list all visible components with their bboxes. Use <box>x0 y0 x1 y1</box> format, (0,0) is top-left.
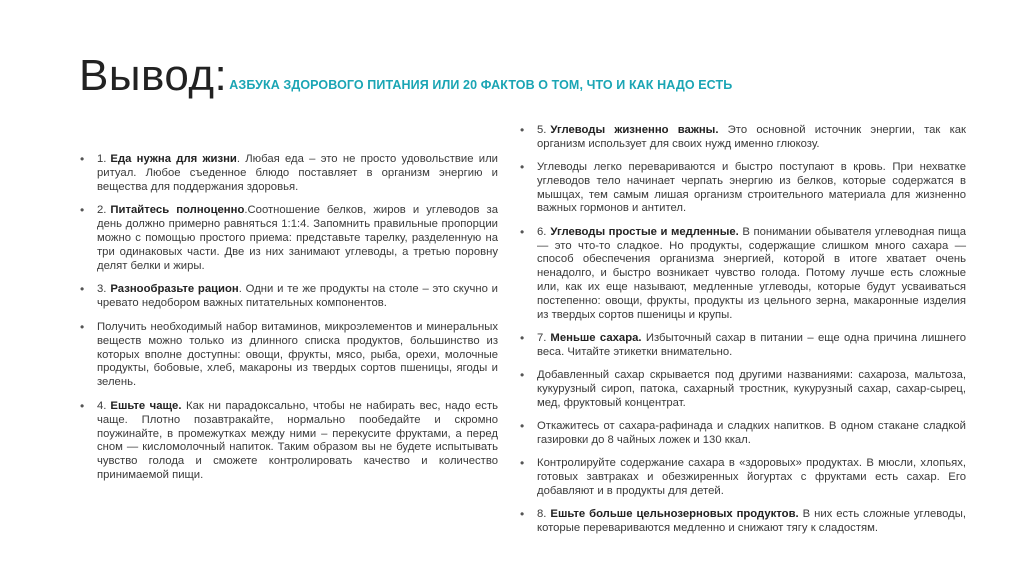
list-item <box>520 420 966 448</box>
item-heading: Углеводы жизненно важны. <box>550 124 719 136</box>
list-item <box>80 283 498 311</box>
item-text: Это основной источник энергии, так как организм использует для своих нужд именно глюкозу. <box>537 124 966 150</box>
item-text: Получить необходимый набор витаминов, микроэлементов и минеральных веществ можно только из длинного списка продуктов, большинство из которых вполне доступны: овощи, фрукты, мясо, рыба, орехи, молочные продукты, бобовые, хлеб, макароны из твердых сортов пшеницы, ягоды и зелень. <box>97 320 498 389</box>
item-number: 1. <box>97 153 107 165</box>
item-text: Избыточный сахар в питании – еще одна причина лишнего веса. Читайте этикетки внимательно. <box>537 331 966 358</box>
list-item <box>520 124 966 152</box>
bullet-icon: • <box>520 455 525 470</box>
list-item <box>520 161 966 216</box>
bullet-icon: • <box>80 319 85 334</box>
list-item <box>520 332 966 360</box>
bullet-icon: • <box>80 282 85 297</box>
bullet-icon: • <box>520 506 525 521</box>
slide-title <box>79 51 733 100</box>
item-number: 3. <box>97 283 107 296</box>
item-number: 5. <box>537 124 547 136</box>
item-heading: Еда нужна для жизни <box>110 153 237 165</box>
item-text: Добавленный сахар скрывается под другими названиями: сахароза, мальтоза, кукурузный сироп, патока, сахарный тростник, кукурузный сахар, сахар-сырец, мед, фруктовый концентрат. <box>537 368 966 409</box>
item-text: . Любая еда – это не просто удовольствие или ритуал. Любое съеденное блюдо поставляет в организм энергию и вещества для поддержания здоровья. <box>97 153 498 193</box>
bullet-icon: • <box>520 330 525 345</box>
bullet-icon: • <box>520 418 525 433</box>
list-item <box>80 204 498 273</box>
item-text: Углеводы легко перевариваются и быстро поступают в кровь. При нехватке углеводов тело начинает черпать энергию из белков, которые содержатся в мышцах, тем самым лишая организм строительного материала для жизненно важных гормонов и антител. <box>537 161 966 215</box>
right-column <box>520 124 966 545</box>
item-text: Откажитесь от сахара-рафинада и сладких напитков. В одном стакане сладкой газировки до 8 чайных ложек и 130 ккал. <box>537 419 966 446</box>
list-item <box>520 369 966 410</box>
item-text: . Одни и те же продукты на столе – это скучно и чревато недобором важных питательных компонентов. <box>97 283 498 310</box>
list-item <box>520 508 966 536</box>
item-heading: Меньше сахара. <box>550 331 642 344</box>
bullet-icon: • <box>520 160 525 175</box>
list-item <box>80 153 498 194</box>
bullet-icon: • <box>80 203 85 218</box>
item-text: В них есть сложные углеводы, которые перевариваются медленно и снижают тягу к сладостям. <box>537 507 967 534</box>
bullet-icon: • <box>520 224 525 239</box>
item-number: 8. <box>537 507 547 520</box>
item-heading: Ешьте больше цельнозерновых продуктов. <box>550 507 799 520</box>
left-column <box>80 153 498 493</box>
item-heading: Питайтесь полноценно <box>110 204 245 217</box>
item-number: 6. <box>537 225 547 238</box>
bullet-icon: • <box>80 398 85 413</box>
item-heading: Ешьте чаще. <box>110 399 182 412</box>
item-number: 2. <box>97 204 107 217</box>
item-heading: Разнообразьте рацион <box>110 283 239 296</box>
bullet-icon: • <box>80 152 85 166</box>
item-text: .Соотношение белков, жиров и углеводов за день должно примерно равняться 1:1:4. Запомнить правильные пропорции можно с помощью простого приема: представьте тарелку, разделенную на три одинаковых части. Две из них занимают углеводы, а третью поровну делят белки и жиры. <box>97 204 499 272</box>
title-subtitle: АЗБУКА ЗДОРОВОГО ПИТАНИЯ ИЛИ 20 ФАКТОВ О ТОМ, ЧТО И КАК НАДО ЕСТЬ <box>229 78 733 92</box>
item-heading: Углеводы простые и медленные. <box>550 225 739 238</box>
title-main: Вывод: <box>79 51 228 100</box>
bullet-icon: • <box>520 367 525 382</box>
bullet-icon: • <box>520 123 525 137</box>
list-item <box>80 321 498 390</box>
item-number: 7. <box>537 331 547 344</box>
list-item <box>80 400 498 483</box>
list-item <box>520 226 966 323</box>
item-text: В понимании обывателя углеводная пища — это что-то сладкое. Но продукты, содержащие слишком много сахара — способ обеспечения организма энергией, которой в итоге хватает очень ненадолго, и быстро возникает чувство голода. Потому лучше есть сложные или, как их еще называют, медленные углеводы, которые будут усваиваться постепенно: овощи, фрукты, продукты из цельного зерна, макаронные изделия из твердых сортов пшеницы и крупы. <box>537 225 966 321</box>
item-text: Как ни парадоксально, чтобы не набирать вес, надо есть чаще. Плотно позавтракайте, нормально пообедайте и скромно поужинайте, в промежутках между ними – перекусите фруктами, а перед сном — кисломолочный напиток. Таким образом вы не будете испытывать чувство голода и сможете контролировать качество и количество принимаемой пищи. <box>97 399 499 481</box>
item-text: Контролируйте содержание сахара в «здоровых» продуктах. В мюсли, хлопьях, готовых завтраках и обезжиренных йогуртах с фруктами есть сахар. Его добавляют и в продукты для детей. <box>537 456 966 497</box>
list-item <box>520 457 966 498</box>
item-number: 4. <box>97 399 107 412</box>
